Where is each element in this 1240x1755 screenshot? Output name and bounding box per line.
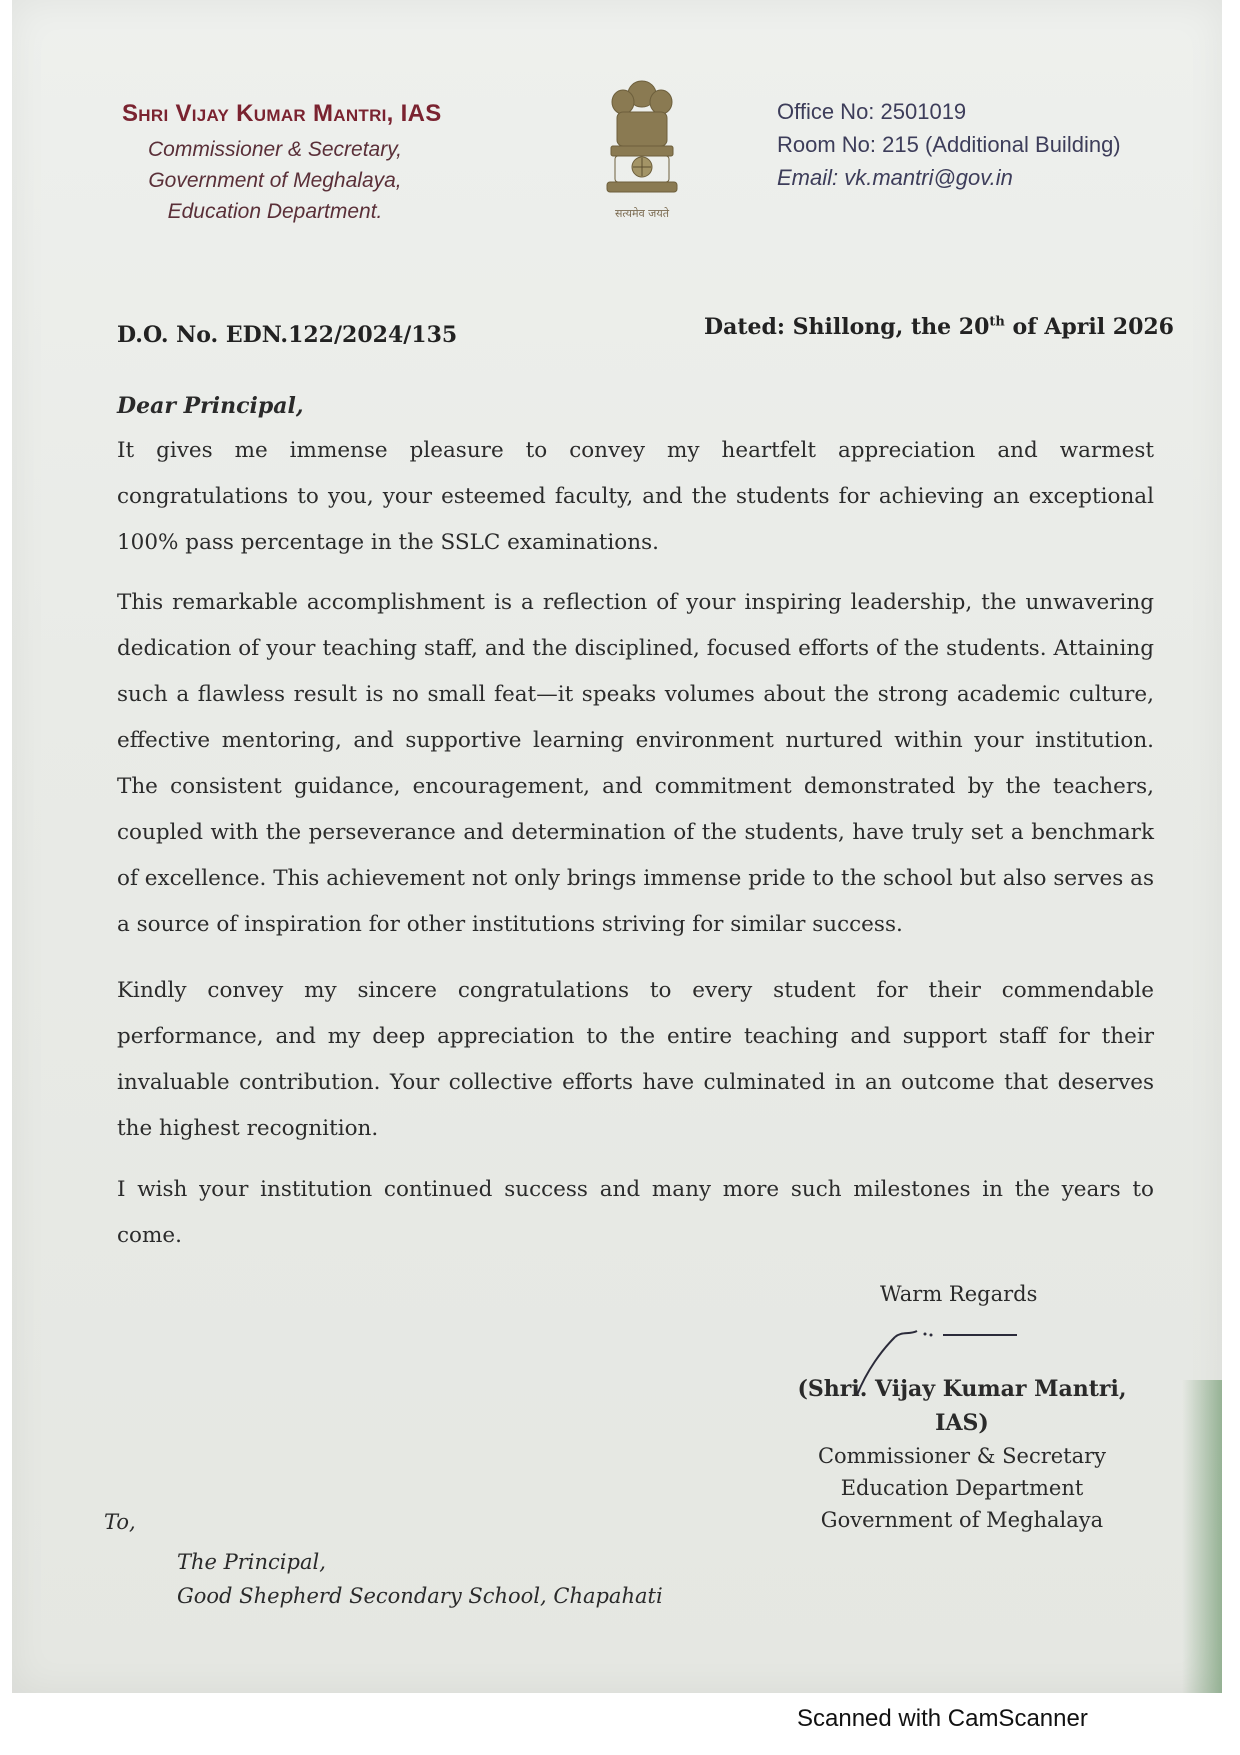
contact-block (777, 95, 1121, 194)
body-paragraph-4: I wish your institution continued success and many more such milestones in the years to come. (117, 1177, 1154, 1248)
body-paragraph-3: Kindly convey my sincere congratulations to every student for their commendable performance, and my deep appreciation to the entire teaching and support staff for their invaluable contribution. Your collective efforts have culminated in an outcome that deserves the highest recognition. (117, 978, 1154, 1141)
signatory-government: Government of Meghalaya (820, 1508, 1104, 1532)
national-emblem-icon (597, 72, 687, 232)
closing: Warm Regards (880, 1282, 1038, 1306)
scanner-watermark: Scanned with CamScanner (797, 1705, 1088, 1732)
salutation: Dear Principal, (117, 393, 304, 419)
office-number: Office No: 2501019 (777, 99, 967, 124)
sender-name: Shri Vijay Kumar Mantri, IAS (122, 100, 442, 127)
sender-block (110, 100, 442, 227)
sender-designation: Commissioner & Secretary, (147, 138, 402, 161)
to-label: To, (104, 1510, 136, 1534)
body-paragraph-1: It gives me immense pleasure to convey my heartfelt appreciation and warmest congratulations to you, your esteemed faculty, and the students for achieving an exceptional 100% pass percentage in the SSLC examinations. (117, 438, 1154, 555)
sender-department: Education Department. (167, 200, 383, 223)
signatory-department: Education Department (840, 1476, 1084, 1500)
date-suffix: th (989, 314, 1005, 330)
recipient-line-1: The Principal, (177, 1550, 326, 1574)
date-prefix: Dated: Shillong, the 20 (704, 314, 990, 340)
date-rest: of April 2026 (1004, 314, 1174, 340)
room-number: Room No: 215 (Additional Building) (777, 132, 1121, 157)
recipient-address (177, 1545, 663, 1613)
reference-number: D.O. No. EDN.122/2024/135 (117, 322, 458, 348)
signature-block (772, 1372, 1152, 1536)
signatory-name: (Shri. Vijay Kumar Mantri, IAS) (797, 1376, 1127, 1436)
letter-date (704, 314, 1174, 340)
recipient-line-2: Good Shepherd Secondary School, Chapahati (177, 1584, 663, 1608)
letter-page (12, 0, 1222, 1693)
sender-government: Government of Meghalaya, (148, 169, 402, 192)
body-paragraph-2: This remarkable accomplishment is a reflection of your inspiring leadership, the unwavering dedication of your teaching staff, and the disciplined, focused efforts of the students. Attaining such a flawless result is no small feat—it speaks volumes about the strong academic culture, effective mentoring, and supportive learning environment nurtured within your institution. The consistent guidance, encouragement, and commitment demonstrated by the teachers, coupled with the perseverance and determination of the students, have truly set a benchmark of excellence. This achievement not only brings immense pride to the school but also serves as a source of inspiration for other institutions striving for similar success. (117, 590, 1154, 937)
email-address: Email: vk.mantri@gov.in (777, 165, 1013, 190)
signatory-title: Commissioner & Secretary (817, 1444, 1107, 1468)
emblem-motto: सत्यमेव जयते (614, 207, 669, 220)
